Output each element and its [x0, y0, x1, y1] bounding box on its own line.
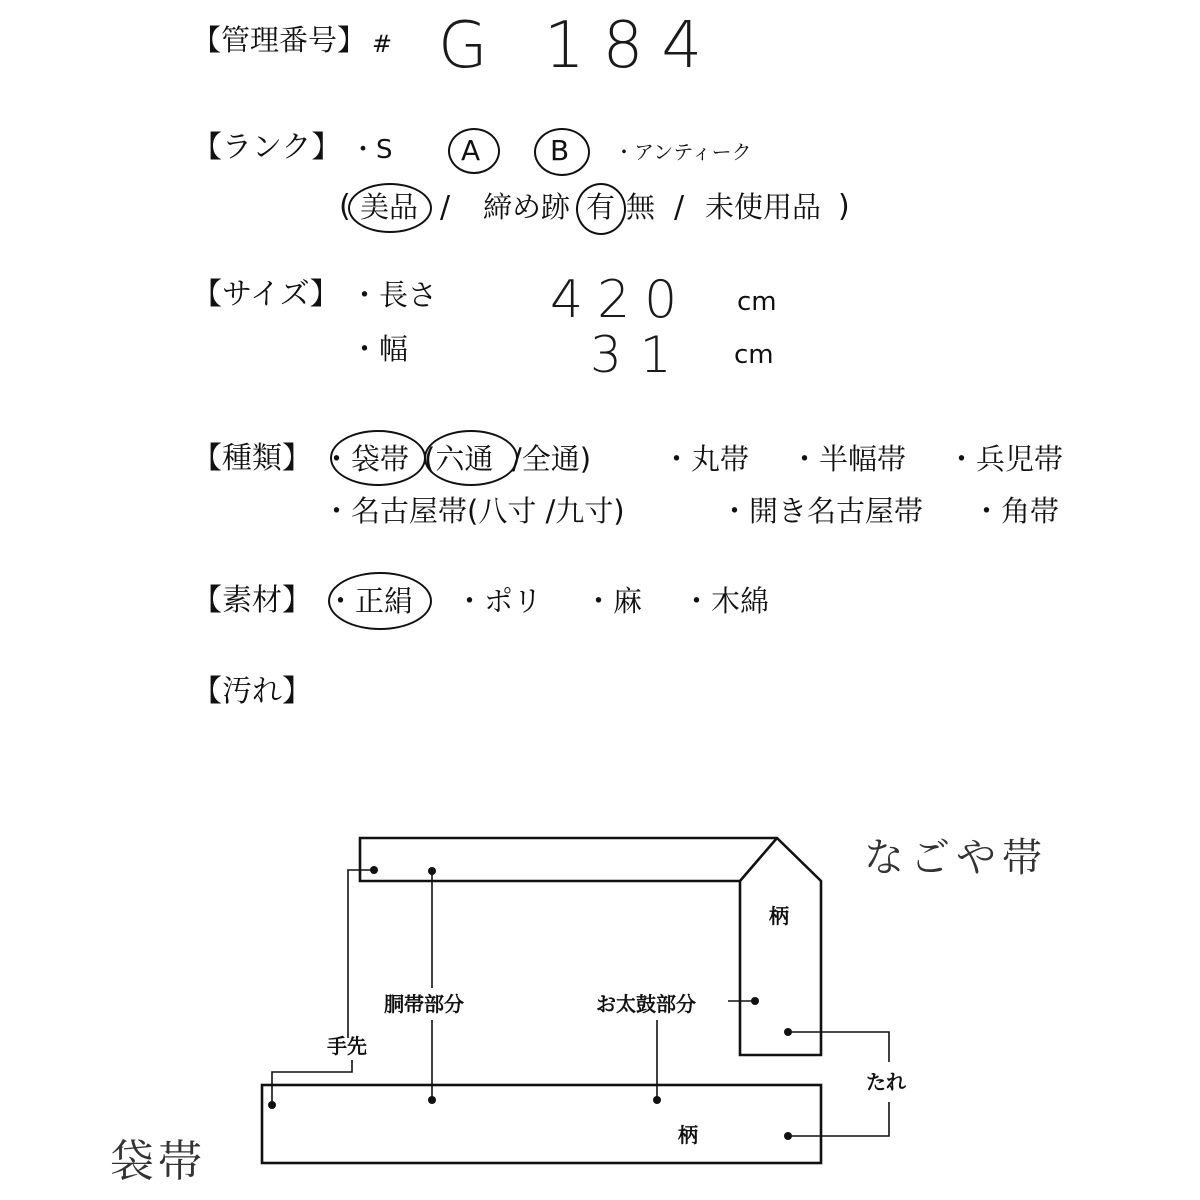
width-value: 31: [590, 326, 690, 384]
width-label: ・幅: [350, 332, 409, 366]
rank-unused: 未使用品: [705, 190, 822, 224]
kind-nagoya: ・名古屋帯(八寸 /九寸): [322, 494, 625, 528]
fukuro-obi-outline: [262, 1085, 821, 1163]
material-label: 【素材】: [192, 583, 312, 618]
tare-leader-top: [788, 1032, 889, 1062]
kind-hanhaba: ・半幅帯: [790, 442, 907, 476]
rank-ari: 有: [586, 190, 616, 224]
management-number-value: G 184: [438, 9, 721, 83]
kind-hiraki-nagoya: ・開き名古屋帯: [720, 494, 924, 528]
otaiko-label: お太鼓部分: [596, 992, 696, 1016]
length-unit: cm: [737, 287, 777, 317]
tesaki-leader-lower: [272, 1060, 352, 1105]
nagoya-obi-title: なごや帯: [864, 835, 1048, 881]
dot-tesaki-top: [370, 866, 378, 874]
rank-option-antique: ・アンティーク: [614, 140, 752, 164]
tesaki-label: 手先: [327, 1034, 367, 1058]
gara-label-bottom: 柄: [678, 1123, 698, 1147]
kind-kaku: ・角帯: [972, 494, 1060, 528]
tesaki-leader: [348, 870, 374, 1038]
rank-shime: 締め跡: [483, 190, 571, 224]
kind-maru: ・丸帯: [662, 442, 750, 476]
dot-tesaki-bottom: [268, 1101, 276, 1109]
dot-otaiko-top: [751, 997, 759, 1005]
dot-tare-bottom: [784, 1132, 792, 1140]
kind-fukuro: ・袋帯: [322, 442, 410, 476]
management-number-label: 【管理番号】: [192, 23, 367, 57]
tare-label: たれ: [866, 1070, 906, 1094]
width-unit: cm: [734, 340, 774, 370]
tare-leader-bottom: [788, 1102, 889, 1136]
length-label: ・長さ: [350, 278, 438, 312]
gara-label-top: 柄: [769, 904, 789, 928]
kind-rokutsu: (六通: [424, 442, 494, 476]
rank-slash-2: /: [674, 190, 685, 225]
kind-label: 【種類】: [192, 441, 312, 476]
doobi-label: 胴帯部分: [384, 992, 464, 1016]
material-shoken: ・正絹: [326, 584, 414, 618]
rank-option-s: ・S: [350, 135, 393, 165]
rank-paren-close: ): [838, 189, 850, 224]
stain-label: 【汚れ】: [192, 674, 312, 709]
dot-doobi-bottom: [428, 1096, 436, 1104]
hash-symbol: #: [372, 30, 393, 58]
rank-option-b: B: [550, 134, 570, 167]
kind-zentsu: /全通): [512, 442, 592, 476]
rank-paren-open: (: [339, 189, 351, 224]
size-label: 【サイズ】: [192, 277, 340, 312]
length-value: 420: [550, 270, 692, 330]
rank-option-a: A: [461, 134, 481, 167]
dot-tare-top: [784, 1028, 792, 1036]
fukuro-obi-title: 袋帯: [110, 1136, 206, 1187]
kind-heko: ・兵児帯: [947, 442, 1064, 476]
rank-nashi: 無: [626, 190, 656, 224]
material-momen: ・木綿: [682, 584, 770, 618]
material-asa: ・麻: [584, 584, 643, 618]
rank-slash-1: /: [440, 190, 451, 225]
material-poly: ・ポリ: [455, 584, 543, 618]
rank-beauty: 美品: [360, 190, 419, 224]
dot-otaiko-bottom: [653, 1096, 661, 1104]
nagoya-fold-line: [740, 838, 777, 881]
dot-doobi-top: [428, 867, 436, 875]
rank-label: 【ランク】: [192, 130, 342, 165]
